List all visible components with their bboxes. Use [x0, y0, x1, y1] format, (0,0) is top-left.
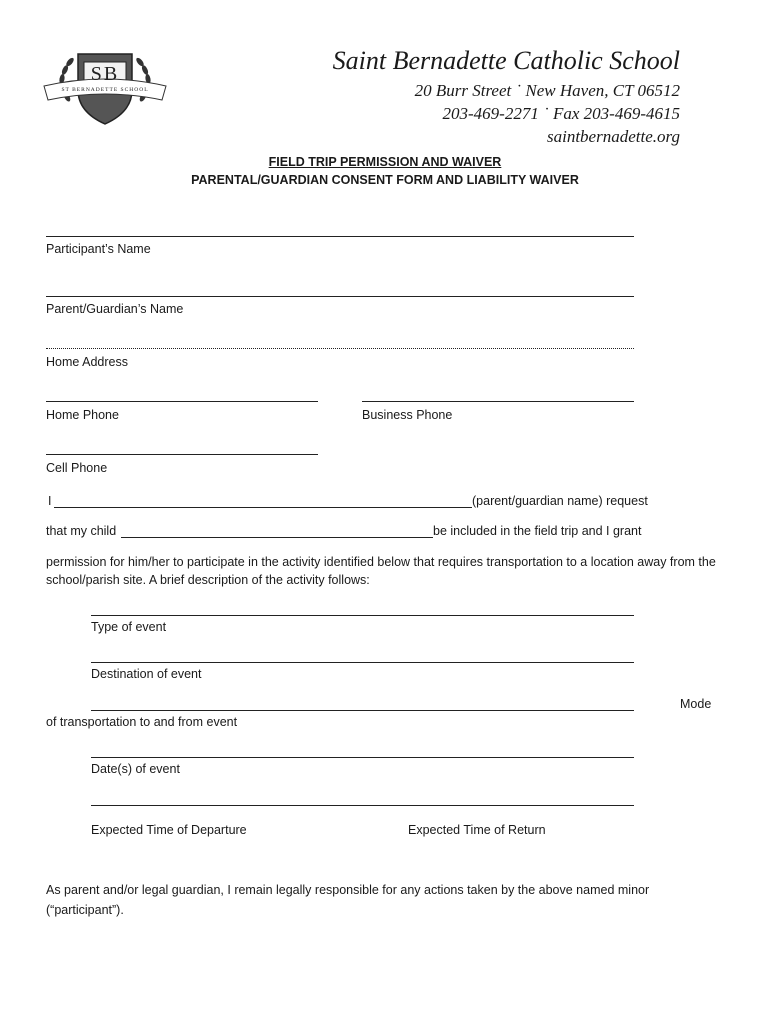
home-phone-line[interactable]: [46, 401, 318, 402]
parent-name-label: Parent/Guardian’s Name: [46, 302, 184, 316]
request-line-start: I: [48, 494, 52, 508]
transportation-line[interactable]: [91, 710, 634, 711]
return-time-label: Expected Time of Return: [408, 823, 546, 837]
child-line-end: be included in the field trip and I grant: [433, 524, 642, 538]
departure-time-label: Expected Time of Departure: [91, 823, 247, 837]
cell-phone-label: Cell Phone: [46, 461, 108, 475]
form-subtitle: PARENTAL/GUARDIAN CONSENT FORM AND LIABILITY WAIVER: [191, 173, 579, 187]
logo-initials: SB: [90, 63, 120, 85]
home-phone-label: Home Phone: [46, 408, 119, 422]
parent-name-line[interactable]: [46, 296, 634, 297]
request-line-end: (parent/guardian name) request: [472, 494, 648, 508]
cell-phone-line[interactable]: [46, 454, 318, 455]
mode-word: Mode: [680, 697, 712, 711]
times-line[interactable]: [91, 805, 634, 806]
school-logo: [40, 40, 170, 132]
permission-paragraph: permission for him/her to participate in the activity identified below that requires transportation to a location away from the school/parish site. A brief description of the activity follows:: [46, 555, 716, 587]
responsibility-paragraph: As parent and/or legal guardian, I remain legally responsible for any actions taken by the above named minor (“participant”).: [46, 883, 650, 917]
destination-line[interactable]: [91, 662, 634, 663]
destination-label: Destination of event: [91, 667, 202, 681]
school-phone-fax: 203-469-2271 ˙ Fax 203-469-4615: [442, 104, 680, 123]
event-type-label: Type of event: [91, 620, 167, 634]
school-name: Saint Bernadette Catholic School: [332, 46, 680, 75]
home-address-line[interactable]: [46, 348, 634, 349]
child-line-start: that my child: [46, 524, 117, 538]
event-dates-label: Date(s) of event: [91, 762, 180, 776]
child-name-blank[interactable]: [121, 537, 433, 538]
school-website: saintbernadette.org: [547, 127, 680, 146]
event-type-line[interactable]: [91, 615, 634, 616]
event-dates-line[interactable]: [91, 757, 634, 758]
participant-name-line[interactable]: [46, 236, 634, 237]
logo-banner-text: ST BERNADETTE SCHOOL: [61, 87, 149, 93]
transportation-label: of transportation to and from event: [46, 715, 238, 729]
home-address-label: Home Address: [46, 355, 128, 369]
guardian-name-blank[interactable]: [54, 507, 472, 508]
business-phone-line[interactable]: [362, 401, 634, 402]
form-title: FIELD TRIP PERMISSION AND WAIVER: [268, 155, 502, 169]
business-phone-label: Business Phone: [362, 408, 453, 422]
school-address: 20 Burr Street ˙ New Haven, CT 06512: [414, 81, 680, 100]
participant-name-label: Participant’s Name: [46, 242, 151, 256]
